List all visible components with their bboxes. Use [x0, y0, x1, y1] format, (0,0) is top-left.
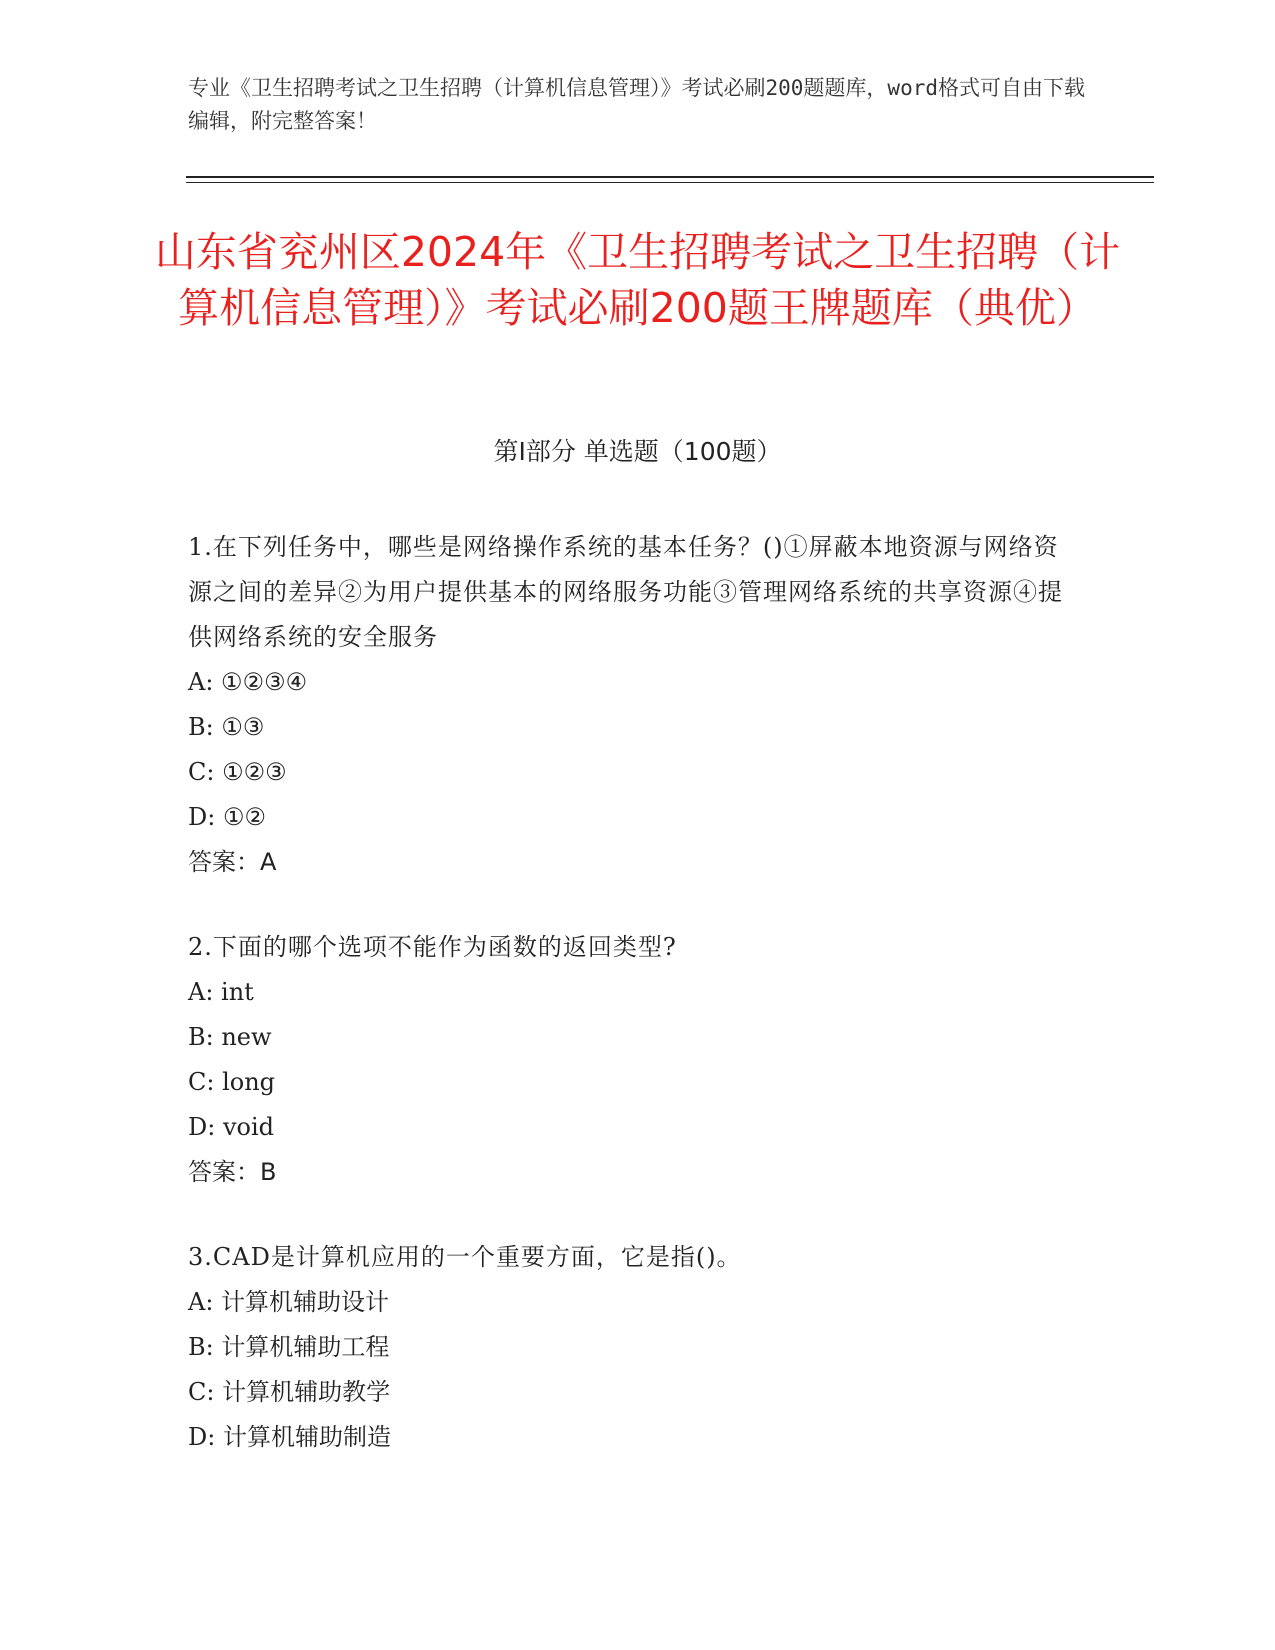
document-title: 山东省兖州区2024年《卫生招聘考试之卫生招聘（计算机信息管理）》考试必刷200题王牌题库（典优）	[154, 228, 1121, 332]
question-3	[188, 1235, 1068, 1460]
answer-line: 答案：A	[188, 848, 277, 876]
header-note: 专业《卫生招聘考试之卫生招聘（计算机信息管理）》考试必刷200题题库，word格式可自由下载编辑，附完整答案！	[188, 76, 1085, 133]
question-stem: 3.CAD是计算机应用的一个重要方面，它是指()。	[188, 1243, 742, 1271]
option-b: B: ①③	[188, 713, 265, 741]
question-list	[188, 525, 1068, 1500]
question-2	[188, 925, 1068, 1195]
option-a: A: int	[188, 978, 254, 1006]
header-divider-thick	[186, 176, 1154, 178]
header-divider-thin	[186, 182, 1154, 183]
option-b: B: new	[188, 1023, 272, 1051]
question-1	[188, 525, 1068, 885]
option-a: A: 计算机辅助设计	[188, 1288, 390, 1316]
question-stem: 2.下面的哪个选项不能作为函数的返回类型?	[188, 933, 677, 961]
option-c: C: long	[188, 1068, 276, 1096]
answer-line: 答案：B	[188, 1158, 277, 1186]
option-c: C: ①②③	[188, 758, 287, 786]
option-d: D: 计算机辅助制造	[188, 1423, 391, 1451]
option-c: C: 计算机辅助教学	[188, 1378, 391, 1406]
question-stem: 1.在下列任务中，哪些是网络操作系统的基本任务？()①屏蔽本地资源与网络资源之间的差异②为用户提供基本的网络服务功能③管理网络系统的共享资源④提供网络系统的安全服务	[188, 533, 1063, 651]
option-b: B: 计算机辅助工程	[188, 1333, 390, 1361]
option-a: A: ①②③④	[188, 668, 308, 696]
option-d: D: void	[188, 1113, 275, 1141]
option-d: D: ①②	[188, 803, 266, 831]
section-heading: 第Ⅰ部分 单选题（100题）	[493, 437, 782, 466]
